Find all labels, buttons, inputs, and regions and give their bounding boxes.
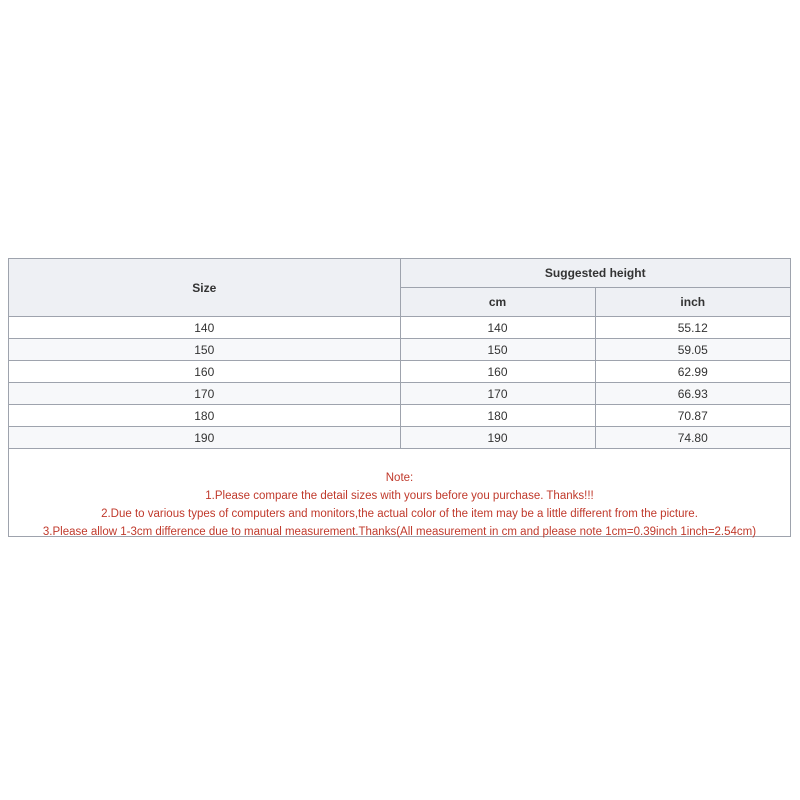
notes-section bbox=[9, 448, 790, 536]
size-table bbox=[9, 259, 790, 448]
size-cell: 160 bbox=[9, 361, 400, 383]
note-line-2: 2.Due to various types of computers and monitors,the actual color of the item may be a little different from the picture. bbox=[101, 508, 698, 520]
inch-cell: 70.87 bbox=[595, 405, 790, 427]
note-line-3: 3.Please allow 1-3cm difference due to manual measurement.Thanks(All measurement in cm and please note 1cm=0.39inch 1inch=2.54cm) bbox=[42, 526, 757, 538]
note-title: Note: bbox=[385, 472, 414, 484]
cm-cell: 160 bbox=[400, 361, 595, 383]
table-row bbox=[9, 361, 790, 383]
table-row bbox=[9, 383, 790, 405]
inch-cell: 74.80 bbox=[595, 427, 790, 449]
size-chart bbox=[8, 258, 791, 537]
cm-cell: 170 bbox=[400, 383, 595, 405]
inch-cell: 59.05 bbox=[595, 339, 790, 361]
table-row bbox=[9, 405, 790, 427]
size-cell: 140 bbox=[9, 317, 400, 339]
size-cell: 180 bbox=[9, 405, 400, 427]
table-row bbox=[9, 427, 790, 449]
note-line-1: 1.Please compare the detail sizes with yours before you purchase. Thanks!!! bbox=[205, 490, 594, 502]
cm-column-header: cm bbox=[400, 288, 595, 317]
size-cell: 150 bbox=[9, 339, 400, 361]
inch-cell: 62.99 bbox=[595, 361, 790, 383]
suggested-height-header: Suggested height bbox=[400, 259, 790, 288]
cm-cell: 150 bbox=[400, 339, 595, 361]
size-cell: 190 bbox=[9, 427, 400, 449]
size-cell: 170 bbox=[9, 383, 400, 405]
inch-cell: 55.12 bbox=[595, 317, 790, 339]
cm-cell: 190 bbox=[400, 427, 595, 449]
inch-cell: 66.93 bbox=[595, 383, 790, 405]
table-row bbox=[9, 317, 790, 339]
size-column-header: Size bbox=[9, 259, 400, 317]
cm-cell: 140 bbox=[400, 317, 595, 339]
inch-column-header: inch bbox=[595, 288, 790, 317]
table-row bbox=[9, 339, 790, 361]
cm-cell: 180 bbox=[400, 405, 595, 427]
